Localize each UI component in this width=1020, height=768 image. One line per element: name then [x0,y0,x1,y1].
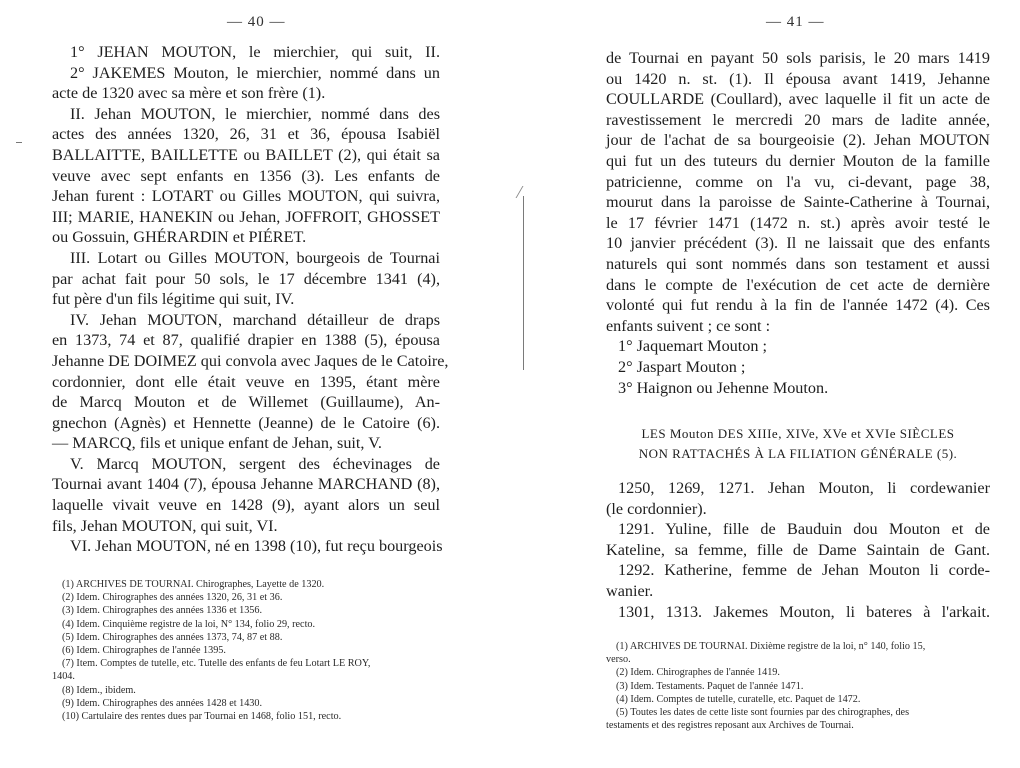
text-line: III. Lotart ou Gilles MOUTON, bourgeois de Tournai [70,248,440,267]
footnote: verso. [606,654,631,666]
text-line: de Tournai en payant 50 sols parisis, le 20 mars 1419 [606,49,990,67]
text-line: gnechon (Agnès) et Hennette (Jeanne) de le Catoire (6). [52,413,440,432]
footnote: (10) Cartulaire des rentes dues par Tournai en 1468, folio 151, recto. [62,710,342,722]
left-page-body [52,42,449,557]
entry-line: 1250, 1269, 1271. Jehan Mouton, li cordewanier [618,479,990,497]
footnote: (9) Idem. Chirographes des années 1428 et 1430. [62,697,263,709]
entry-line: (le cordonnier). [606,499,707,518]
text-line: 1° JEHAN MOUTON, le mierchier, qui suit, II. [70,43,440,61]
text-line: laquelle vivait veuve en 1428 (9), ayant alors un seul [52,496,440,515]
page-number-41: — 41 — [766,14,825,30]
text-line: Jehan furent : LOTART ou Gilles MOUTON, qui suivra, [52,187,440,206]
text-line: 10 janvier précédent (3). Il ne laissait que des enfants [606,234,990,253]
text-line: le 17 février 1471 (1472 n. st.) après avoir testé le [606,213,990,232]
footnote: (2) Idem. Chirographes des années 1320, 26, 31 et 36. [62,592,283,604]
text-line: jour de l'achat de sa bourgeoisie (2). Jehan MOUTON [606,131,990,150]
footnote: (3) Idem. Testaments. Paquet de l'année 1471. [616,680,804,692]
entry-line: 1301, 1313. Jakemes Mouton, li bateres à l'arkait. [618,602,990,621]
text-line: fils, Jehan MOUTON, qui suit, VI. [52,516,278,535]
text-line: ou 1420 n. st. (1). Il épousa avant 1419, Jehanne [606,69,990,88]
text-line: Jehanne DE DOIMEZ qui convola avec Jaques de le Catoire, [52,351,449,370]
footnote: 1404. [52,671,75,683]
text-line: volonté qui fut rendu à la fin de l'année 1472 (4). Ces [606,296,990,315]
text-line: actes des années 1320, 26, 31 et 36, épousa Isabiël [52,125,440,144]
footnote: (2) Idem. Chirographes de l'année 1419. [616,667,780,679]
text-line: par achat fait pour 50 sols, le 17 décembre 1341 (4), [52,269,440,288]
list-item: 2° Jaspart Mouton ; [618,357,746,376]
text-line: en 1373, 74 et 87, qualifié drapier en 1388 (5), épousa [52,331,440,350]
footnote: testaments et des registres reposant aux Archives de Tournai. [606,720,854,732]
footnote: (4) Idem. Cinquième registre de la loi, N° 134, folio 29, recto. [62,618,316,630]
text-line: COULLARDE (Coullard), avec laquelle il fit un acte de [606,90,990,109]
text-line: VI. Jehan MOUTON, né en 1398 (10), fut reçu bourgeois [70,537,443,556]
footnote: (5) Toutes les dates de cette liste sont fournies par des chirographes, des [616,706,910,718]
section-heading [606,424,990,464]
text-line: enfants suivent ; ce sont : [606,316,771,335]
footnote: (6) Idem. Chirographes de l'année 1395. [62,644,226,656]
text-line: ravestissement le mercredi 20 mars de ladite année, [606,110,990,129]
list-item: 1° Jaquemart Mouton ; [618,337,767,356]
entry-line: Kateline, sa femme, fille de Dame Saintain de Gant. [606,540,990,559]
section-heading-line: NON RATTACHÉS À LA FILIATION GÉNÉRALE (5). [638,446,958,461]
text-line: mourut dans la paroisse de Sainte-Catherine à Tournai, [606,193,990,212]
footnote: (1) ARCHIVES DE TOURNAI. Dixième registre de la loi, n° 140, folio 15, [616,641,926,652]
gutter-line [523,196,524,370]
text-line: cordonnier, dont elle était veuve en 1395, étant mère [52,372,440,391]
text-line: veuve avec sept enfants en 1356 (3). Les enfants de [52,166,440,185]
page-number-40: — 40 — [227,14,286,30]
footnote: (1) ARCHIVES DE TOURNAI. Chirographes, Layette de 1320. [62,579,325,590]
entries-list [606,478,990,622]
text-line: 2° JAKEMES Mouton, le mierchier, nommé dans un [70,63,440,82]
text-line: — MARCQ, fils et unique enfant de Jehan, suit, V. [52,434,382,453]
text-line: patricienne, comme on l'a vu, ci-devant, page 38, [606,172,990,191]
text-line: acte de 1320 avec sa mère et son frère (1). [52,84,326,103]
footnote: (3) Idem. Chirographes des années 1336 et 1356. [62,605,263,617]
section-heading-line: LES Mouton DES XIIIe, XIVe, XVe et XVIe SIÈCLES [641,426,955,441]
text-line: naturels qui sont nommés dans son testament et aussi [606,254,990,273]
text-line: III; MARIE, HANEKIN ou Jehan, JOFFROIT, GHOSSET [52,207,440,226]
text-line: Tournai avant 1404 (7), épousa Jehanne MARCHAND (8), [52,475,440,494]
entry-line: 1292. Katherine, femme de Jehan Mouton li corde- [618,561,990,580]
text-line: IV. Jehan MOUTON, marchand détailleur de draps [70,310,440,329]
right-page-body [606,48,990,398]
footnote: (5) Idem. Chirographes des années 1373, 74, 87 et 88. [62,631,283,643]
text-line: ou Gossuin, GHÉRARDIN et PIÉRET. [52,228,307,247]
entry-line: wanier. [606,581,654,600]
entry-line: 1291. Yuline, fille de Bauduin dou Mouton et de [618,520,990,539]
footnote: (4) Idem. Comptes de tutelle, curatelle, etc. Paquet de 1472. [616,693,861,705]
footnote: (7) Item. Comptes de tutelle, etc. Tutelle des enfants de feu Lotart LE ROY, [62,658,371,670]
text-line: II. Jehan MOUTON, le mierchier, nommé dans des [70,104,440,123]
text-line: qui fut un des tuteurs du dernier Mouton de la famille [606,151,990,170]
margin-speck [16,142,22,143]
text-line: V. Marcq MOUTON, sergent des échevinages de [70,454,440,473]
right-footnotes [606,640,990,732]
footnote: (8) Idem., ibidem. [62,684,136,696]
text-line: fut père d'un fils légitime qui suit, IV. [52,290,295,309]
list-item: 3° Haignon ou Jehenne Mouton. [618,378,829,397]
text-line: dans le compte de l'exécution de cet acte de dernière [606,275,990,294]
left-footnotes [52,578,440,723]
text-line: BALLAITTE, BAILLETTE ou BAILLET (2), qui était sa [52,145,440,164]
text-line: de Marcq Mouton et de Willemet (Guillaume), An- [52,393,440,412]
